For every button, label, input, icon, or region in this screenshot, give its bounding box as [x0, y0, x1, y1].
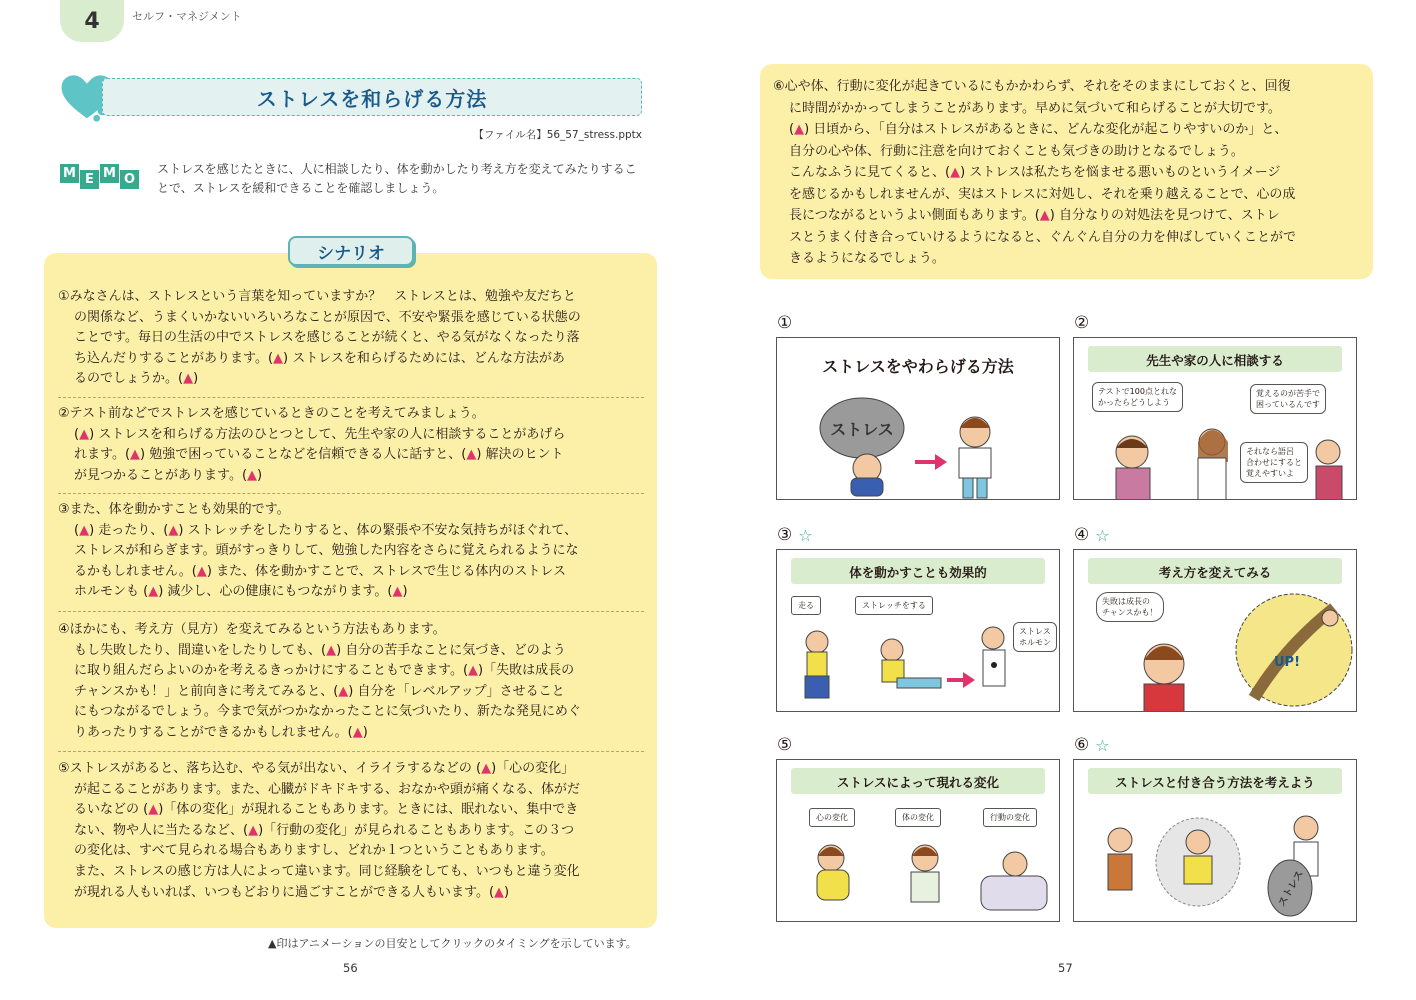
- speech-bubble: [1092, 382, 1183, 412]
- note-line: 自分の心や体、行動に注意を向けておくことも気づきの助けとなるでしょう。: [789, 143, 1244, 159]
- paragraph-line: ホルモンも (▲) 減少し、心の健康にもつながります。(▲): [74, 584, 408, 600]
- slide-1: [776, 337, 1060, 500]
- click-marker-icon: ▲: [392, 584, 403, 600]
- slide-3: [776, 549, 1060, 712]
- paragraph-line: に取り組んだらよいのかを考えるきっかけにすることもできます。(▲)「失敗は成長の: [74, 663, 575, 679]
- rock-label: ストレス: [830, 420, 894, 439]
- note-line: に時間がかかってしまうことがあります。早めに気づいて和らげることが大切です。: [789, 100, 1281, 116]
- page-number-left: 56: [343, 961, 358, 975]
- slide-number-5: [777, 735, 792, 755]
- filename-label: 【ファイル名】56_57_stress.pptx: [473, 129, 642, 141]
- scenario-label: シナリオ: [288, 236, 414, 266]
- paragraph-line: ②テスト前などでストレスを感じているときのことを考えてみましょう。: [58, 406, 485, 421]
- paragraph-line: が起こることがあります。また、心臓がドキドキする、おなかや頭が痛くなる、体がだ: [74, 781, 580, 797]
- chip-stretch: ストレッチをする: [855, 596, 933, 615]
- paragraph-line: にもつながるでしょう。今まで気がつかなかったことに気づいたり、新たな発見にめぐ: [74, 704, 581, 720]
- click-marker-icon: ▲: [338, 683, 349, 699]
- exercise-illustration: [797, 620, 1007, 712]
- click-marker-icon: ▲: [148, 802, 159, 818]
- paragraph-line: もし失敗したり、間違いをしたりしても、(▲) 自分の苦手なことに気づき、どのよう: [74, 642, 566, 658]
- scenario-paragraph-4: [58, 620, 646, 744]
- page-title: ストレスを和らげる方法: [102, 78, 642, 116]
- chapter-number-tab: 4: [60, 0, 124, 42]
- paragraph-line: ③また、体を動かすことも効果的です。: [58, 502, 290, 517]
- speech-bubble: [1250, 384, 1326, 414]
- slide-number-2: [1074, 313, 1089, 333]
- memo-logo: [60, 160, 142, 190]
- chip-behavior-change: 行動の変化: [983, 808, 1037, 827]
- slide-number-label: ②: [1074, 313, 1090, 333]
- level-up-illustration: [1134, 588, 1354, 712]
- slide-heading: ストレスによって現れる変化: [791, 768, 1045, 794]
- up-label: UP!: [1274, 655, 1301, 670]
- click-marker-icon: ▲: [1039, 208, 1050, 223]
- note-line: ⑥心や体、行動に変化が起きているにもかかわらず、それをそのままにしておくと、回復: [773, 79, 1291, 94]
- slide-heading: ストレスと付き合う方法を考えよう: [1088, 768, 1342, 794]
- star-icon: ☆: [798, 525, 813, 545]
- slide-number-4: [1074, 525, 1110, 545]
- click-marker-icon: ▲: [468, 663, 479, 679]
- paragraph-line: ことです。毎日の生活の中でストレスを感じることが続くと、やる気がなくなったり落: [74, 330, 580, 346]
- click-marker-icon: ▲: [494, 884, 505, 900]
- note-line: 長につながるというよい側面もあります。(▲) 自分なりの対処法を見つけて、ストレ: [789, 208, 1280, 223]
- page-number-right: 57: [1058, 961, 1073, 975]
- bubble-line: 合わせにすると: [1246, 458, 1302, 467]
- footnote: ▲印はアニメーションの目安としてクリックのタイミングを示しています。: [268, 937, 637, 950]
- star-icon: ☆: [1095, 735, 1110, 755]
- slide-2: [1073, 337, 1357, 500]
- click-marker-icon: ▲: [248, 822, 259, 838]
- title-banner: [58, 68, 643, 128]
- scenario-paragraph-1: [58, 287, 646, 390]
- slide-heading: ストレスをやわらげる方法: [822, 357, 1014, 376]
- divider: [58, 397, 644, 398]
- slide-number-1: [777, 313, 792, 333]
- slide-number-label: ⑥: [1074, 735, 1090, 755]
- paragraph-line: りあったりすることができるかもしれません。(▲): [74, 724, 368, 740]
- click-marker-icon: ▲: [196, 563, 207, 579]
- note-line: を感じるかもしれませんが、実はストレスに対処し、それを乗り越えることで、心の成: [789, 186, 1296, 202]
- click-marker-icon: ▲: [79, 522, 90, 538]
- click-marker-icon: ▲: [79, 426, 90, 442]
- slide-number-label: ①: [777, 313, 793, 333]
- click-marker-icon: ▲: [130, 447, 141, 463]
- paragraph-line: (▲) ストレスを和らげる方法のひとつとして、先生や家の人に相談することがあげら: [74, 426, 566, 442]
- scenario-paragraph-2: [58, 404, 646, 486]
- chapter-title: セルフ・マネジメント: [132, 10, 242, 23]
- click-marker-icon: ▲: [466, 447, 477, 463]
- paragraph-line: (▲) 走ったり、(▲) ストレッチをしたりすると、体の緊張や不安な気持ちがほぐれて、: [74, 522, 578, 538]
- paragraph-line: るいなどの (▲)「体の変化」が現れることもあります。ときには、眠れない、集中でき: [74, 802, 579, 818]
- divider: [58, 611, 644, 612]
- note-text: [773, 76, 1363, 270]
- bubble-line: かったらどうしよう: [1098, 398, 1170, 407]
- scenario-paragraph-3: [58, 500, 646, 603]
- consultation-illustration: [1094, 422, 1344, 500]
- memo-letter: M: [60, 164, 79, 183]
- memo-line: ストレスを感じたときに、人に相談したり、体を動かしたり考え方を変えてみたりするこ: [157, 162, 637, 176]
- paragraph-line: れます。(▲) 勉強で困っていることなどを信頼できる人に話すと、(▲) 解決のヒント: [74, 447, 564, 463]
- chip-body-change: 体の変化: [895, 808, 941, 827]
- slide-4: [1073, 549, 1357, 712]
- memo-letter: E: [80, 170, 99, 189]
- slide-heading: 考え方を変えてみる: [1088, 558, 1342, 584]
- slide-6: [1073, 759, 1357, 922]
- chip-run: 走る: [791, 596, 821, 615]
- paragraph-line: ⑤ストレスがあると、落ち込む、やる気が出ない、イライラするなどの (▲)「心の変化」: [58, 761, 575, 776]
- click-marker-icon: ▲: [481, 761, 492, 776]
- bubble-line: テストで100点とれな: [1098, 387, 1177, 396]
- bubble-line: それなら語呂: [1246, 447, 1294, 456]
- click-marker-icon: ▲: [794, 122, 805, 137]
- paragraph-line: の変化は、すべて見られる場合もありますし、どれか１つということもあります。: [74, 843, 554, 859]
- note-line: スとうまく付き合っていけるようになると、ぐんぐん自分の力を伸ばしていくことがで: [789, 229, 1297, 245]
- slide-heading: 体を動かすことも効果的: [791, 558, 1045, 584]
- paragraph-line: が現れる人もいれば、いつもどおりに過ごすことができる人もいます。(▲): [74, 884, 510, 900]
- click-marker-icon: ▲: [183, 371, 194, 387]
- slide-5: [776, 759, 1060, 922]
- coping-illustration: [1094, 802, 1344, 922]
- stress-changes-illustration: [793, 832, 1049, 922]
- bubble-line: 困っているんです: [1256, 400, 1320, 409]
- paragraph-line: また、ストレスの感じ方は人によって違います。同じ経験をしても、いつもと違う変化: [74, 863, 580, 879]
- click-marker-icon: ▲: [148, 584, 159, 600]
- note-line: (▲) 日頃から、「自分はストレスがあるときに、どんな変化が起こりやすいのか」と、: [789, 122, 1288, 137]
- rock-label: ストレス: [1276, 868, 1306, 909]
- memo-letter: O: [120, 170, 139, 189]
- stress-relief-illustration: [807, 390, 1037, 500]
- paragraph-line: の関係など、うまくいかないいろいろなことが原因で、不安や緊張を感じている状態の: [74, 309, 581, 325]
- paragraph-line: ①みなさんは、ストレスという言葉を知っていますか？ ストレスとは、勉強や友だちと: [58, 289, 576, 304]
- paragraph-line: るのでしょうか。(▲): [74, 371, 199, 387]
- scenario-paragraph-5: [58, 759, 646, 903]
- memo-line: とで、ストレスを緩和できることを確認しましょう。: [157, 181, 445, 195]
- paragraph-line: チャンスかも！」と前向きに考えてみると、(▲) 自分を「レベルアップ」させること: [74, 683, 565, 699]
- click-marker-icon: ▲: [273, 350, 284, 366]
- slide-number-6: [1074, 735, 1110, 755]
- paragraph-line: ストレスが和らぎます。頭がすっきりして、勉強した内容をさらに覚えられるようにな: [74, 543, 579, 559]
- slide-number-label: ⑤: [777, 735, 793, 755]
- paragraph-line: ない、物や人に当たるなど、(▲)「行動の変化」が見られることもあります。この３つ: [74, 822, 575, 838]
- click-marker-icon: ▲: [247, 467, 258, 483]
- bubble-line: 失敗は成長の: [1102, 597, 1150, 606]
- bubble-line: 覚えやすいよ: [1246, 469, 1294, 478]
- click-marker-icon: ▲: [352, 724, 363, 740]
- note-line: こんなふうに見てくると、(▲) ストレスは私たちを悩ませる悪いものというイメージ: [789, 165, 1281, 180]
- bubble-line: ストレス: [1019, 627, 1051, 636]
- memo-text: [157, 160, 645, 198]
- bubble-line: チャンスかも！: [1102, 608, 1158, 617]
- note-line: きるようになるでしょう。: [789, 251, 945, 266]
- slide-number-label: ③: [777, 525, 793, 545]
- divider: [58, 751, 644, 752]
- memo-letter: M: [100, 164, 119, 183]
- paragraph-line: ④ほかにも、考え方（見方）を変えてみるという方法もあります。: [58, 622, 446, 637]
- slide-heading: 先生や家の人に相談する: [1088, 346, 1342, 372]
- click-marker-icon: ▲: [168, 522, 179, 538]
- star-icon: ☆: [1095, 525, 1110, 545]
- slide-number-label: ④: [1074, 525, 1090, 545]
- hormone-bubble: [1013, 622, 1057, 652]
- chip-mind-change: 心の変化: [809, 808, 855, 827]
- divider: [58, 493, 644, 494]
- paragraph-line: るかもしれません。(▲) また、体を動かすことで、ストレスで生じる体内のストレス: [74, 563, 567, 579]
- slide-number-3: [777, 525, 813, 545]
- bubble-line: ホルモン: [1019, 638, 1051, 647]
- paragraph-line: が見つかることがあります。(▲): [74, 467, 263, 483]
- click-marker-icon: ▲: [950, 165, 961, 180]
- paragraph-line: ち込んだりすることがあります。(▲) ストレスを和らげるためには、どんな方法があ: [74, 350, 565, 366]
- click-marker-icon: ▲: [326, 642, 337, 658]
- bubble-line: 覚えるのが苦手で: [1256, 389, 1320, 398]
